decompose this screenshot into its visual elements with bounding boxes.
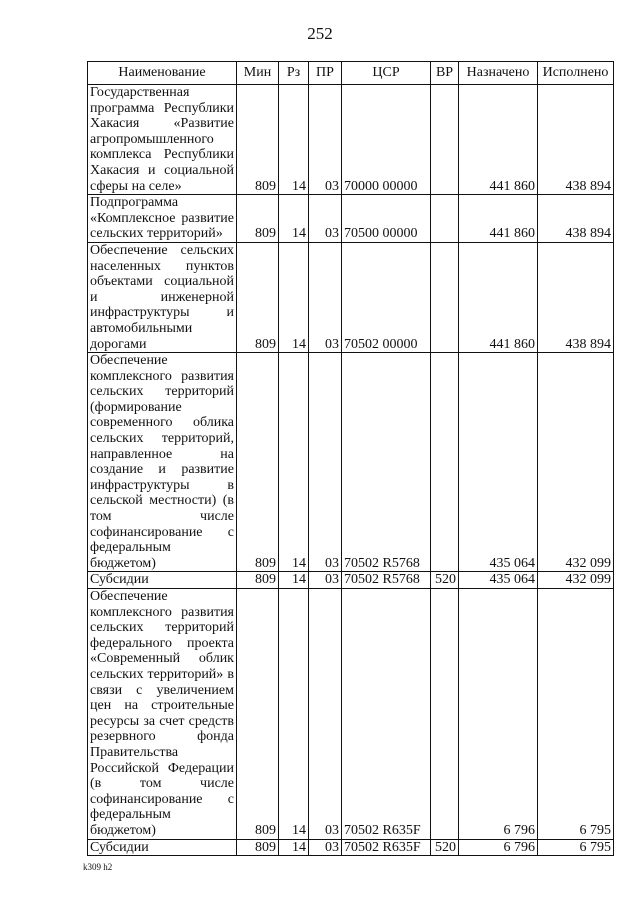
- row-assigned: 441 860: [459, 242, 538, 352]
- row-vr: [431, 85, 459, 195]
- row-name: Обеспечение комплексного развития сельских территорий федерального проекта «Современный облик сельских территорий» в связи с увеличением цен на строительные ресурсы за счет средств резервного фонда Правительства Российской Федерации (в том числе софинансирование с федеральным бюджетом): [88, 589, 237, 840]
- row-csr: 70502 R635F: [342, 589, 431, 840]
- row-assigned: 441 860: [459, 85, 538, 195]
- row-executed: 432 099: [538, 353, 614, 572]
- header-rz: Рз: [279, 62, 309, 85]
- budget-table: [87, 61, 614, 856]
- row-name: Обеспечение сельских населенных пунктов объектами социальной и инженерной инфраструктуры и автомобильными дорогами: [88, 242, 237, 352]
- row-rz: 14: [279, 242, 309, 352]
- row-vr: 520: [431, 572, 459, 589]
- header-name: Наименование: [88, 62, 237, 85]
- row-pr: 03: [309, 839, 342, 856]
- header-csr: ЦСР: [342, 62, 431, 85]
- row-vr: [431, 353, 459, 572]
- header-pr: ПР: [309, 62, 342, 85]
- row-vr: [431, 195, 459, 243]
- row-min: 809: [237, 242, 279, 352]
- row-rz: 14: [279, 195, 309, 243]
- row-rz: 14: [279, 85, 309, 195]
- row-name: Субсидии: [88, 839, 237, 856]
- row-name: Обеспечение комплексного развития сельских территорий (формирование современного облика сельских территорий, направленное на создание и развитие инфраструктуры в сельской местности) (в том числе софинансирование с федеральным бюджетом): [88, 353, 237, 572]
- row-csr: 70502 00000: [342, 242, 431, 352]
- row-pr: 03: [309, 242, 342, 352]
- row-csr: 70502 R5768: [342, 353, 431, 572]
- header-assigned: Назначено: [459, 62, 538, 85]
- row-assigned: 441 860: [459, 195, 538, 243]
- row-vr: 520: [431, 839, 459, 856]
- row-min: 809: [237, 85, 279, 195]
- row-min: 809: [237, 572, 279, 589]
- row-executed: 438 894: [538, 242, 614, 352]
- row-rz: 14: [279, 589, 309, 840]
- table-row: [88, 353, 614, 572]
- table-header: [88, 62, 614, 85]
- row-rz: 14: [279, 839, 309, 856]
- row-executed: 6 795: [538, 839, 614, 856]
- row-executed: 438 894: [538, 195, 614, 243]
- row-pr: 03: [309, 85, 342, 195]
- row-rz: 14: [279, 572, 309, 589]
- row-csr: 70000 00000: [342, 85, 431, 195]
- row-executed: 438 894: [538, 85, 614, 195]
- row-min: 809: [237, 589, 279, 840]
- table-body: [88, 85, 614, 856]
- footer-code: k309 h2: [83, 862, 113, 872]
- row-vr: [431, 589, 459, 840]
- row-csr: 70502 R5768: [342, 572, 431, 589]
- row-assigned: 435 064: [459, 572, 538, 589]
- table-row: [88, 589, 614, 840]
- row-pr: 03: [309, 589, 342, 840]
- row-pr: 03: [309, 195, 342, 243]
- table-row: [88, 85, 614, 195]
- table-row: [88, 195, 614, 243]
- row-csr: 70500 00000: [342, 195, 431, 243]
- row-name: Субсидии: [88, 572, 237, 589]
- header-min: Мин: [237, 62, 279, 85]
- row-rz: 14: [279, 353, 309, 572]
- row-assigned: 435 064: [459, 353, 538, 572]
- row-csr: 70502 R635F: [342, 839, 431, 856]
- row-pr: 03: [309, 572, 342, 589]
- row-name: Государственная программа Республики Хакасия «Развитие агропромышленного комплекса Республики Хакасия и социальной сферы на селе»: [88, 85, 237, 195]
- row-assigned: 6 796: [459, 589, 538, 840]
- row-executed: 6 795: [538, 589, 614, 840]
- row-vr: [431, 242, 459, 352]
- row-min: 809: [237, 353, 279, 572]
- header-vr: ВР: [431, 62, 459, 85]
- row-assigned: 6 796: [459, 839, 538, 856]
- table-row: [88, 839, 614, 856]
- table-row: [88, 242, 614, 352]
- page-number: 252: [307, 24, 333, 43]
- row-pr: 03: [309, 353, 342, 572]
- row-name: Подпрограмма «Комплексное развитие сельских территорий»: [88, 195, 237, 243]
- table-row: [88, 572, 614, 589]
- row-min: 809: [237, 195, 279, 243]
- row-executed: 432 099: [538, 572, 614, 589]
- header-row: [88, 62, 614, 85]
- header-executed: Исполнено: [538, 62, 614, 85]
- row-min: 809: [237, 839, 279, 856]
